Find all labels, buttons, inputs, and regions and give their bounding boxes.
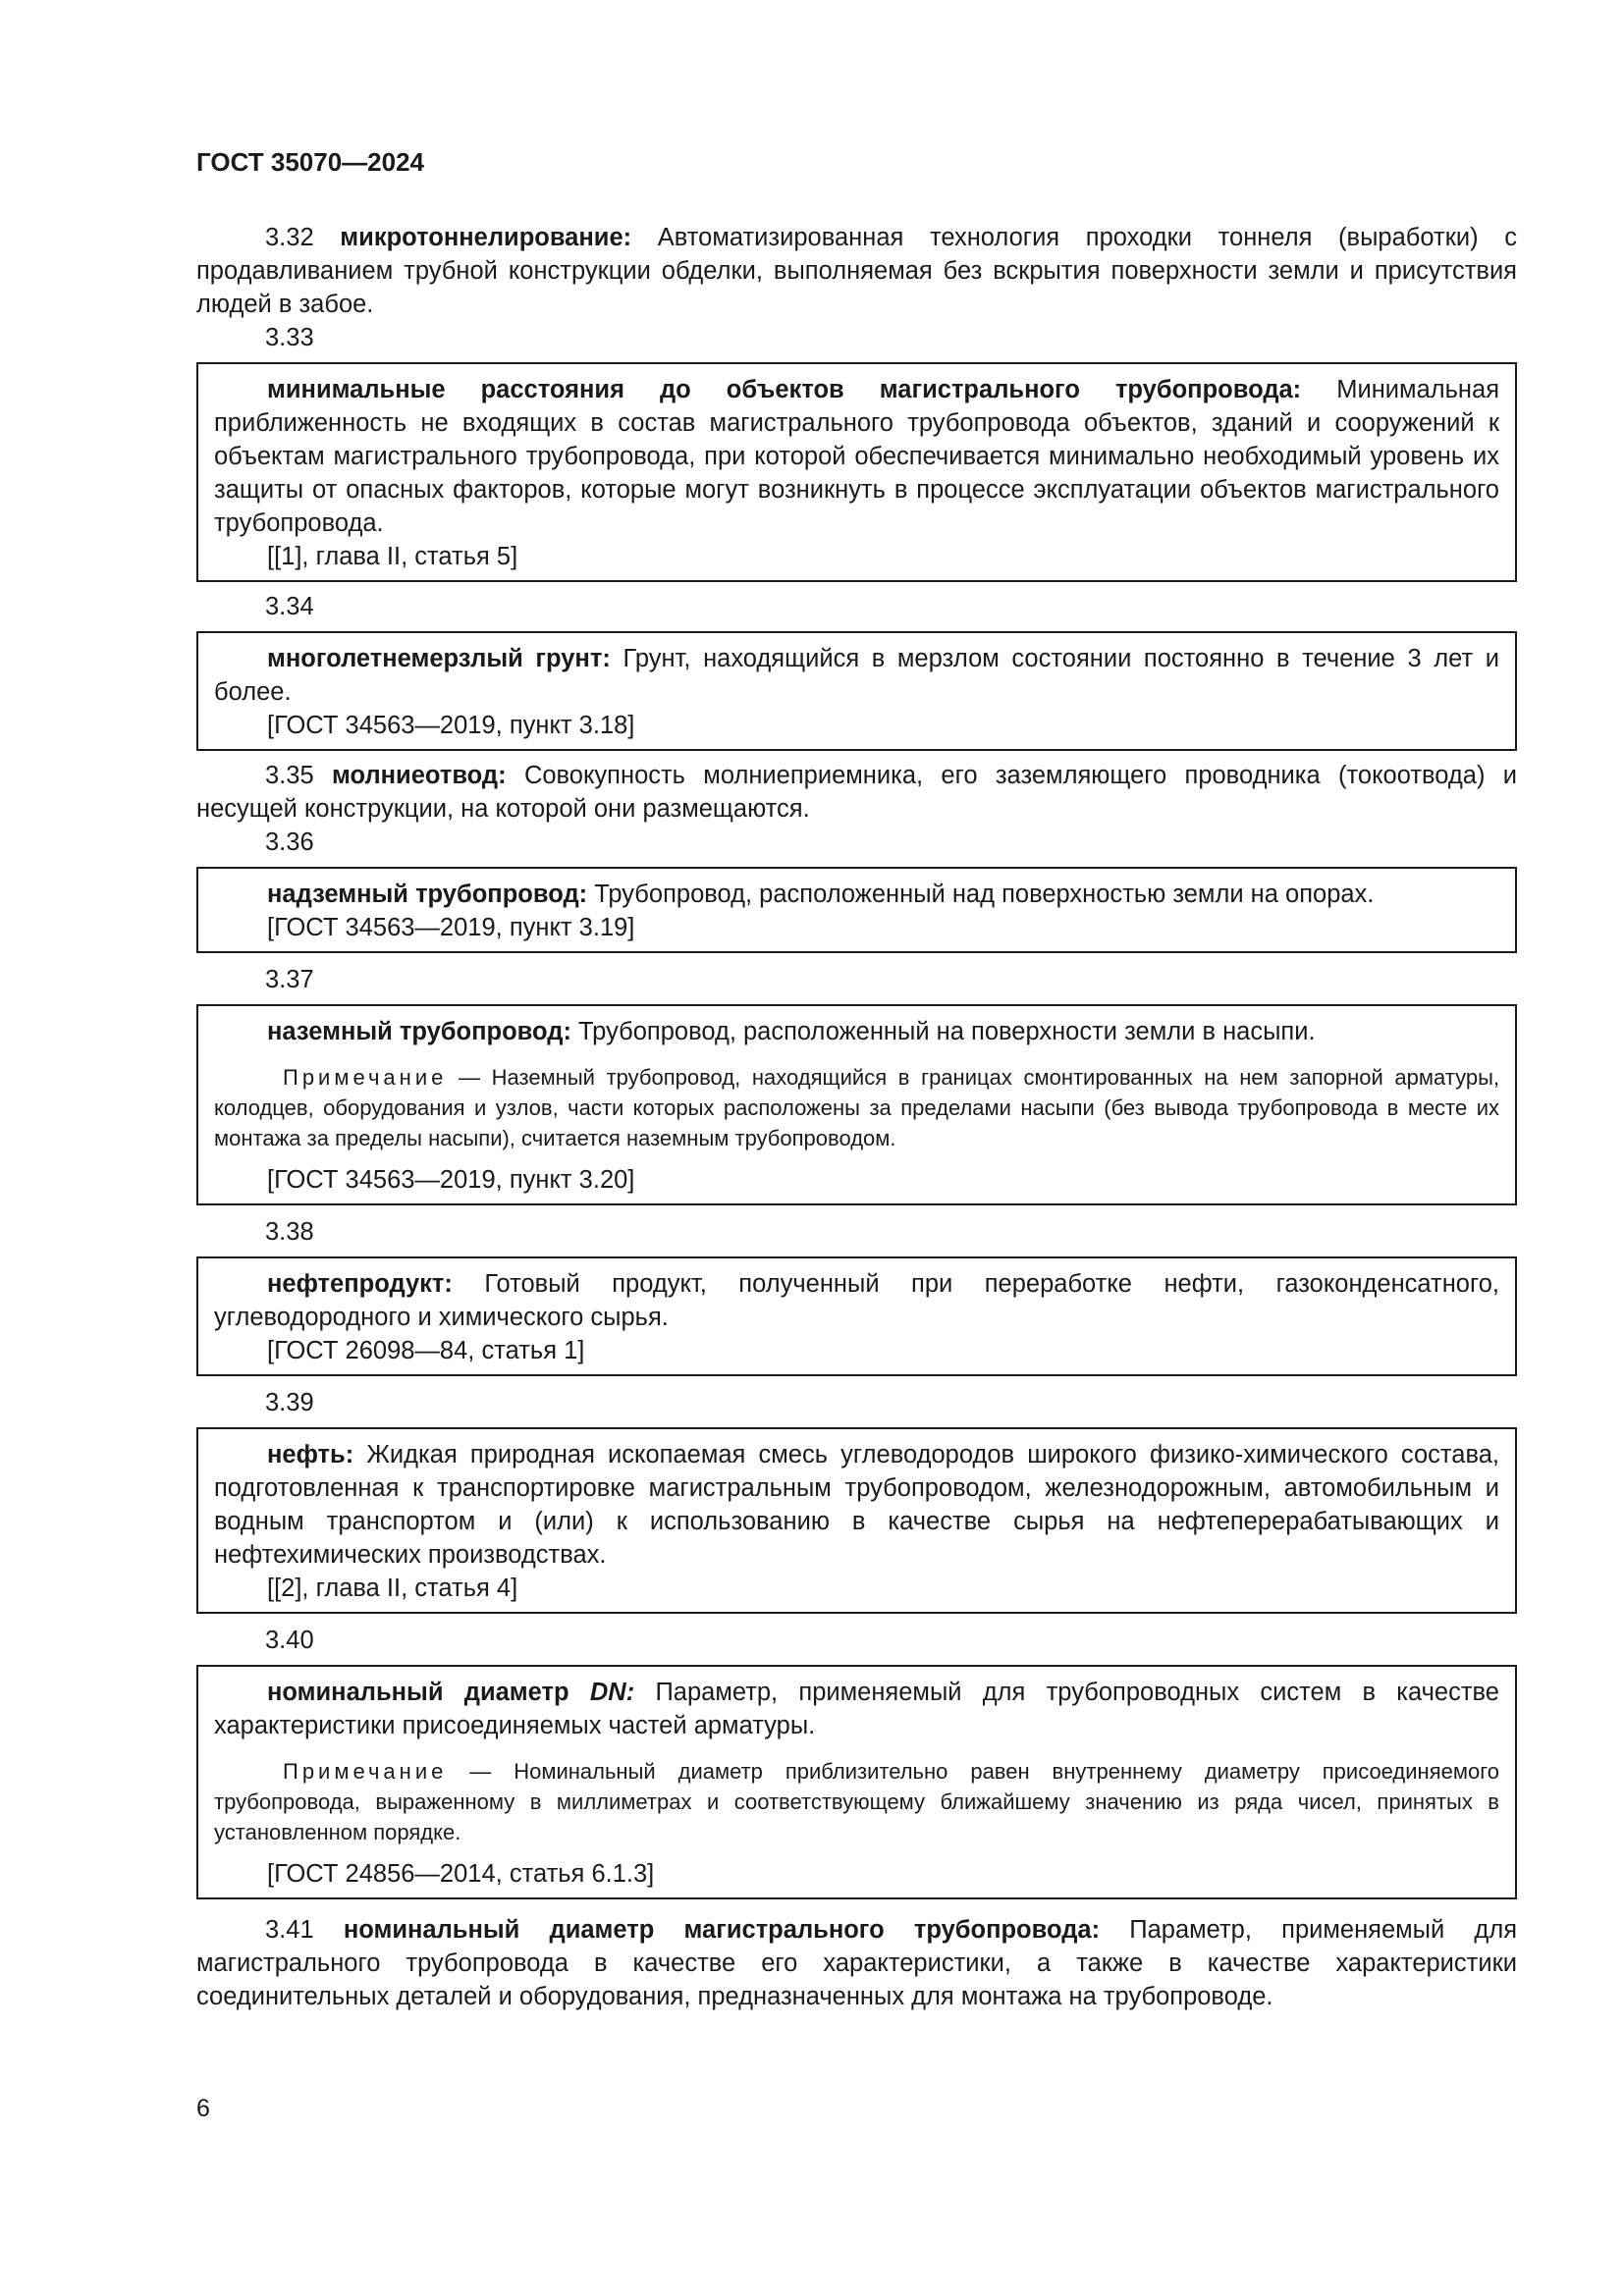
entry-definition: Грунт, находящийся в мерзлом состоянии постоянно в течение 3 лет и более. [214,645,1499,706]
entry-term: молниеотвод: [331,762,507,789]
quoted-definition-box [196,631,1517,751]
entry-number: 3.35 [265,762,314,789]
document-header: ГОСТ 35070—2024 [196,147,424,177]
note-text: — Номинальный диаметр приблизительно равен внутреннему диаметру присоединяемого трубопровода, выраженному в миллиметрах и соответствующему ближайшему значению из ряда чисел, принятых в установленном порядке. [214,1759,1499,1844]
entry-definition: Параметр, применяемый для магистрального трубопровода в качестве его характеристики, а также в качестве характеристики соединительных деталей и оборудования, предназначенных для монтажа на трубопроводе. [196,1916,1518,2010]
quoted-definition-box [196,1427,1517,1614]
note-label: Примечание [283,1759,448,1784]
entry-term: наземный трубопровод: [267,1018,571,1045]
entry-definition: Трубопровод, расположенный на поверхности земли в насыпи. [578,1018,1316,1045]
source-reference: [ГОСТ 34563—2019, пункт 3.20] [267,1166,635,1194]
entry-term: многолетнемерзлый грунт: [267,645,611,672]
entry-number-3-40: 3.40 [265,1627,314,1654]
entry-term: надземный трубопровод: [267,881,588,908]
entry-definition: Трубопровод, расположенный над поверхностью земли на опорах. [594,881,1375,908]
entry-definition: Минимальная приближенность не входящих в состав магистрального трубопровода объектов, зданий и сооружений к объектам магистрального трубопровода, при которой обеспечивается минимально необходимый уровень их защиты от опасных факторов, которые могут возникнуть в процессе эксплуатации объектов магистрального трубопровода. [214,376,1499,537]
quoted-definition-box [196,1665,1517,1899]
quoted-definition-box [196,1004,1517,1205]
note-label: Примечание [283,1065,448,1090]
entry-number-3-37: 3.37 [265,966,314,993]
entry-term: номинальный диаметр [267,1679,569,1706]
note [214,1756,1499,1847]
document-page [196,147,1517,2013]
note-text: — Наземный трубопровод, находящийся в границах смонтированных на нем запорной арматуры, колодцев, оборудования и узлов, части которых расположены за пределами насыпи (без вывода трубопровода в месте их монтажа за пределы насыпи), считается наземным трубопроводом. [214,1065,1499,1150]
entry-definition: Автоматизированная технология проходки тоннеля (выработки) с продавливанием трубной конструкции обделки, выполняемая без вскрытия поверхности земли и присутствия людей в забое. [196,224,1517,318]
entry-term: микротоннелирование: [340,224,632,251]
quoted-definition-box [196,362,1517,582]
entry-term: минимальные расстояния до объектов магистрального трубопровода: [267,376,1302,403]
source-reference: [[1], глава II, статья 5] [267,543,518,570]
entry-number: 3.41 [265,1916,314,1944]
entry-term: номинальный диаметр магистрального трубопровода: [343,1916,1101,1944]
entry-number-3-39: 3.39 [265,1389,314,1416]
source-reference: [ГОСТ 34563—2019, пункт 3.19] [267,914,635,941]
page-number: 6 [196,2095,210,2122]
quoted-definition-box [196,867,1517,953]
entry-definition: Готовый продукт, полученный при переработке нефти, газоконденсатного, углеводородного и химического сырья. [214,1270,1499,1331]
entry-3-32 [196,221,1517,321]
entry-3-41 [196,1913,1517,2013]
source-reference: [ГОСТ 24856—2014, статья 6.1.3] [267,1860,655,1888]
entry-term: нефть: [267,1441,354,1468]
entry-number-3-38: 3.38 [265,1218,314,1246]
entry-number-3-34: 3.34 [265,593,314,620]
source-reference: [[2], глава II, статья 4] [267,1575,518,1602]
entry-term: нефтепродукт: [267,1270,453,1298]
entry-3-35 [196,759,1517,826]
entry-number-3-33: 3.33 [265,324,314,351]
entry-definition: Жидкая природная ископаемая смесь углеводородов широкого физико-химического состава, подготовленная к транспортировке магистральным трубопроводом, железнодорожным, автомобильным и водным транспортом и (или) к использованию в качестве сырья на нефтеперерабатывающих и нефтехимических производствах. [214,1441,1499,1569]
source-reference: [ГОСТ 34563—2019, пункт 3.18] [267,712,635,739]
quoted-definition-box [196,1256,1517,1376]
source-reference: [ГОСТ 26098—84, статья 1] [267,1337,585,1364]
entry-number-3-36: 3.36 [265,828,314,856]
note [214,1062,1499,1153]
entry-term-symbol: DN: [589,1679,635,1706]
entry-definition: Совокупность молниеприемника, его заземляющего проводника (токоотвода) и несущей конструкции, на которой они размещаются. [196,762,1518,823]
entry-definition: Параметр, применяемый для трубопроводных систем в качестве характеристики присоединяемых частей арматуры. [214,1679,1499,1739]
entry-number: 3.32 [265,224,314,251]
